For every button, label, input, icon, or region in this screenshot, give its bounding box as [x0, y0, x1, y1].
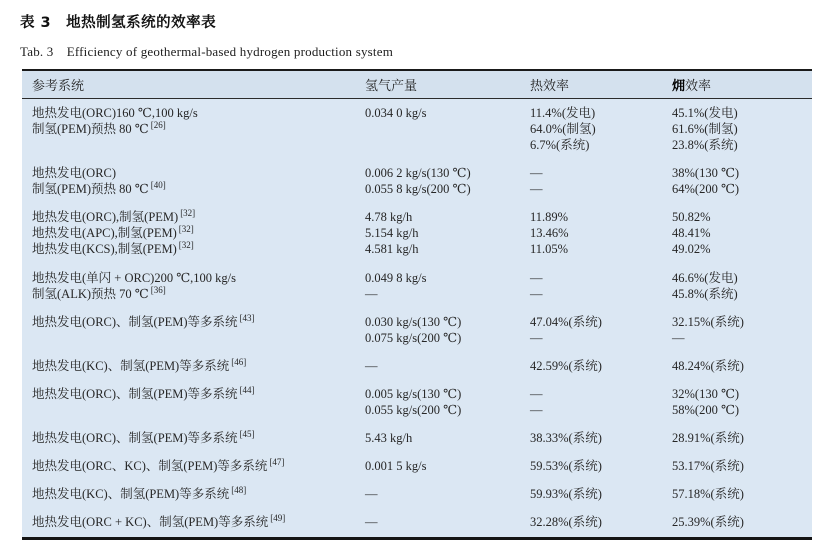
value-line: 38%(130 ℃)	[672, 166, 740, 180]
value-line: 45.1%(发电)	[672, 106, 738, 120]
cell-reference-system	[22, 380, 365, 424]
cell-exergy-efficiency	[672, 352, 812, 380]
value-line: 6.7%(系统)	[530, 138, 590, 152]
system-line: 制氢(PEM)预热 80 ℃ [26]	[32, 120, 166, 137]
cell-reference-system	[22, 352, 365, 380]
value-line: 4.78 kg/h	[365, 210, 413, 225]
reference-superscript: [45]	[239, 428, 255, 439]
cell-reference-system	[22, 480, 365, 508]
cell-reference-system	[22, 508, 365, 538]
cell-thermal-efficiency	[530, 508, 672, 538]
table-row	[22, 424, 812, 452]
value-line: 0.049 8 kg/s	[365, 270, 427, 285]
reference-superscript: [32]	[178, 224, 194, 235]
value-line: 5.43 kg/h	[365, 430, 413, 445]
table-row	[22, 380, 812, 424]
reference-superscript: [36]	[150, 284, 166, 295]
cell-hydrogen-yield	[365, 508, 530, 538]
system-line: 地热发电(ORC),制氢(PEM) [32]	[32, 208, 196, 225]
cell-exergy-efficiency	[672, 508, 812, 538]
value-line: 48.24%(系统)	[672, 358, 744, 373]
table-title-cn: 表 3 地热制氢系统的效率表	[20, 15, 217, 31]
value-line: 4.581 kg/h	[365, 242, 419, 257]
reference-superscript: [32]	[178, 240, 194, 251]
value-line: 50.82%	[672, 210, 711, 225]
table-row	[22, 99, 812, 160]
cell-exergy-efficiency	[672, 380, 812, 424]
value-line: —	[365, 286, 378, 301]
table-row	[22, 508, 812, 538]
value-line: 58%(200 ℃)	[672, 402, 740, 417]
system-line: 地热发电(单闪 + ORC)200 ℃,100 kg/s	[32, 270, 237, 285]
cell-thermal-efficiency	[530, 99, 672, 160]
value-line: —	[530, 330, 543, 345]
system-line: 制氢(ALK)预热 70 ℃ [36]	[32, 284, 166, 301]
value-line: 0.075 kg/s(200 ℃)	[365, 330, 462, 345]
value-line: 0.055 8 kg/s(200 ℃)	[365, 182, 471, 196]
value-line: 53.17%(系统)	[672, 459, 744, 474]
value-line: —	[530, 386, 543, 401]
cell-thermal-efficiency	[530, 480, 672, 508]
value-line: 48.41%	[672, 226, 711, 241]
system-line: 地热发电(ORC)、制氢(PEM)等多系统 [43]	[32, 312, 255, 329]
cell-reference-system	[22, 308, 365, 352]
value-line: —	[365, 515, 378, 530]
cell-thermal-efficiency	[530, 264, 672, 308]
cell-thermal-efficiency	[530, 424, 672, 452]
reference-superscript: [40]	[150, 180, 166, 190]
table-row	[22, 352, 812, 380]
value-line: 46.6%(发电)	[672, 270, 738, 285]
cell-exergy-efficiency	[672, 424, 812, 452]
cell-hydrogen-yield	[365, 159, 530, 203]
value-line: 0.055 kg/s(200 ℃)	[365, 402, 462, 417]
value-line: 32.28%(系统)	[530, 515, 602, 530]
value-line: 28.91%(系统)	[672, 430, 744, 445]
reference-superscript: [47]	[269, 457, 285, 468]
value-line: 59.53%(系统)	[530, 459, 602, 474]
value-line: —	[530, 270, 543, 285]
cell-thermal-efficiency	[530, 352, 672, 380]
table-row	[22, 264, 812, 308]
cell-reference-system	[22, 159, 365, 203]
table-row	[22, 203, 812, 263]
cell-reference-system	[22, 452, 365, 480]
value-line: 23.8%(系统)	[672, 138, 738, 152]
cell-hydrogen-yield	[365, 99, 530, 160]
cell-thermal-efficiency	[530, 452, 672, 480]
reference-superscript: [26]	[150, 120, 166, 130]
cell-hydrogen-yield	[365, 380, 530, 424]
paper-page	[0, 11, 831, 550]
table-title-en: Tab. 3 Efficiency of geothermal-based hydrogen production system	[20, 44, 394, 59]
system-line: 地热发电(ORC)	[32, 166, 117, 180]
value-line: 61.6%(制氢)	[672, 122, 738, 136]
value-line: 13.46%	[530, 226, 569, 241]
cell-exergy-efficiency	[672, 99, 812, 160]
system-line: 地热发电(ORC)160 ℃,100 kg/s	[32, 106, 198, 120]
column-header-exergy-efficiency: 㶲效率	[672, 70, 812, 99]
value-line: 25.39%(系统)	[672, 515, 744, 530]
value-line: 5.154 kg/h	[365, 226, 419, 241]
value-line: —	[365, 487, 378, 502]
value-line: 11.05%	[530, 242, 569, 257]
cell-hydrogen-yield	[365, 452, 530, 480]
system-line: 地热发电(ORC、KC)、制氢(PEM)等多系统 [47]	[32, 457, 285, 474]
value-line: 11.89%	[530, 210, 569, 225]
cell-reference-system	[22, 203, 365, 263]
value-line: 32%(130 ℃)	[672, 386, 740, 401]
value-line: 0.001 5 kg/s	[365, 459, 427, 474]
column-header-hydrogen-yield: 氢气产量	[365, 70, 530, 99]
value-line: 11.4%(发电)	[530, 106, 596, 120]
column-header-thermal-efficiency: 热效率	[530, 70, 672, 99]
column-header-reference-system: 参考系统	[22, 70, 365, 99]
value-line: —	[672, 330, 685, 345]
value-line: 0.030 kg/s(130 ℃)	[365, 314, 462, 329]
system-line: 地热发电(APC),制氢(PEM) [32]	[32, 224, 194, 241]
cell-hydrogen-yield	[365, 480, 530, 508]
reference-superscript: [46]	[231, 356, 247, 367]
reference-superscript: [32]	[180, 208, 196, 219]
value-line: —	[530, 182, 543, 196]
exergy-character: 㶲	[672, 78, 686, 93]
cell-reference-system	[22, 264, 365, 308]
cell-exergy-efficiency	[672, 452, 812, 480]
table-row	[22, 308, 812, 352]
reference-superscript: [43]	[239, 312, 255, 323]
value-line: 32.15%(系统)	[672, 314, 744, 329]
value-line: —	[530, 286, 543, 301]
value-line: 0.034 0 kg/s	[365, 106, 427, 120]
efficiency-table	[22, 69, 812, 540]
value-line: 45.8%(系统)	[672, 286, 738, 301]
value-line: —	[530, 166, 543, 180]
value-line: 0.005 kg/s(130 ℃)	[365, 386, 462, 401]
system-line: 地热发电(KCS),制氢(PEM) [32]	[32, 240, 194, 257]
table-row	[22, 480, 812, 508]
reference-superscript: [44]	[239, 384, 255, 395]
cell-hydrogen-yield	[365, 308, 530, 352]
value-line: 0.006 2 kg/s(130 ℃)	[365, 166, 471, 180]
table-header-row	[22, 70, 812, 99]
system-line: 地热发电(ORC + KC)、制氢(PEM)等多系统 [49]	[32, 513, 286, 530]
value-line: 49.02%	[672, 242, 711, 257]
value-line: 59.93%(系统)	[530, 487, 602, 502]
cell-thermal-efficiency	[530, 203, 672, 263]
value-line: 38.33%(系统)	[530, 430, 602, 445]
table-row	[22, 452, 812, 480]
cell-exergy-efficiency	[672, 159, 812, 203]
cell-thermal-efficiency	[530, 159, 672, 203]
reference-superscript: [49]	[270, 513, 286, 524]
system-line: 地热发电(KC)、制氢(PEM)等多系统 [46]	[32, 356, 247, 373]
cell-reference-system	[22, 424, 365, 452]
value-line: 42.59%(系统)	[530, 358, 602, 373]
system-line: 地热发电(ORC)、制氢(PEM)等多系统 [44]	[32, 384, 255, 402]
cell-hydrogen-yield	[365, 203, 530, 263]
reference-superscript: [48]	[231, 485, 247, 496]
cell-reference-system	[22, 99, 365, 160]
system-line: 地热发电(ORC)、制氢(PEM)等多系统 [45]	[32, 428, 255, 446]
table-body	[22, 99, 812, 539]
cell-exergy-efficiency	[672, 308, 812, 352]
cell-exergy-efficiency	[672, 480, 812, 508]
cell-exergy-efficiency	[672, 264, 812, 308]
value-line: —	[365, 358, 378, 373]
system-line: 地热发电(KC)、制氢(PEM)等多系统 [48]	[32, 485, 247, 502]
cell-hydrogen-yield	[365, 352, 530, 380]
value-line: —	[530, 402, 543, 417]
system-line: 制氢(PEM)预热 80 ℃ [40]	[32, 180, 166, 197]
cell-thermal-efficiency	[530, 308, 672, 352]
cell-hydrogen-yield	[365, 424, 530, 452]
cell-thermal-efficiency	[530, 380, 672, 424]
cell-hydrogen-yield	[365, 264, 530, 308]
value-line: 64%(200 ℃)	[672, 182, 740, 196]
cell-exergy-efficiency	[672, 203, 812, 263]
value-line: 64.0%(制氢)	[530, 122, 596, 136]
value-line: 57.18%(系统)	[672, 487, 744, 502]
table-row	[22, 159, 812, 203]
value-line: 47.04%(系统)	[530, 314, 602, 329]
